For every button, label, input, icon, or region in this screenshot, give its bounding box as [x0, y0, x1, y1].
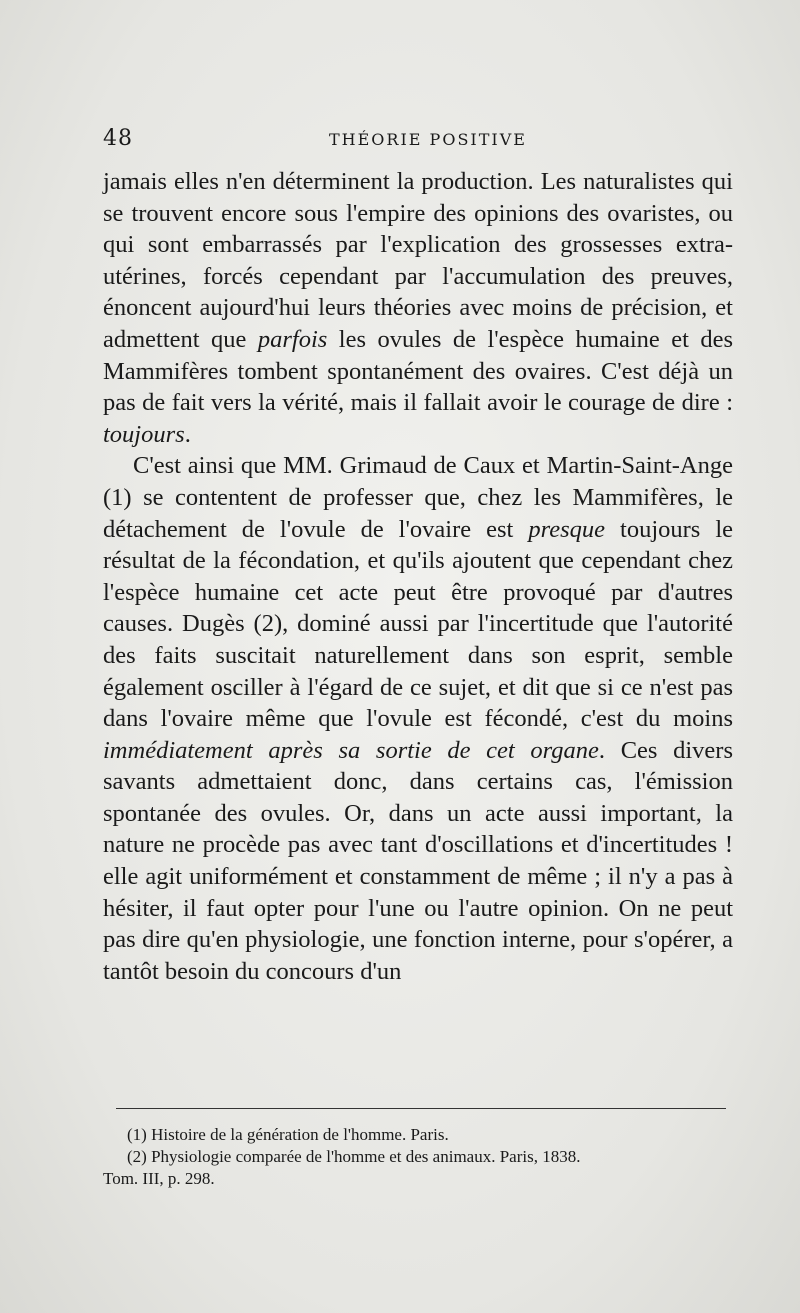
paragraph-1: jamais elles n'en déterminent la production. Les naturalistes qui se trouvent encore sous l'empire des opinions des ovaristes, ou qui sont embarrassés par l'explication des grossesses extra-utérines, forcés cependant par l'accumulation des preuves, énoncent aujourd'hui leurs théories avec moins de précision, et admettent que parfois les ovules de l'espèce humaine et des Mammifères tombent spontanément des ovaires. C'est déjà un pas de fait vers la vérité, mais il fallait avoir le courage de dire : toujours. [103, 168, 733, 448]
emphasis-presque: presque [528, 515, 606, 543]
page-header [103, 126, 733, 156]
paragraph-2: C'est ainsi que MM. Grimaud de Caux et Martin-Saint-Ange (1) se contentent de professer que, chez les Mammifères, le détachement de l'ovule de l'ovaire est presque toujours le résultat de la fécondation, et qu'ils ajoutent que cependant chez l'espèce humaine cet acte peut être provoqué par d'autres causes. Dugès (2), dominé aussi par l'incertitude que l'autorité des faits suscitait naturellement dans son esprit, semble également osciller à l'égard de ce sujet, et dit que si ce n'est pas dans l'ovaire même que l'ovule est fécondé, c'est du moins immédiatement après sa sortie de cet organe. Ces divers savants admettaient donc, dans certains cas, l'émission spontanée des ovules. Or, dans un acte aussi important, la nature ne procède pas avec tant d'oscillations et d'incertitudes ! elle agit uniformément et constamment de même ; il n'y a pas à hésiter, il faut opter pour l'une ou l'autre opinion. On ne peut pas dire qu'en physiologie, une fonction interne, pour s'opérer, a tantôt besoin du concours d'un [103, 452, 733, 985]
body-text [103, 166, 733, 987]
page-number: 48 [103, 126, 133, 151]
footnote-rule [116, 1108, 726, 1109]
footnotes [103, 1124, 753, 1190]
emphasis-parfois: parfois [257, 325, 328, 353]
running-title: THÉORIE POSITIVE [329, 130, 527, 149]
emphasis-immediatement: immédiatement après sa sortie de cet organe [103, 736, 599, 764]
footnote-2: (2) Physiologie comparée de l'homme et des animaux. Paris, 1838. Tom. III, p. 298. [103, 1146, 753, 1190]
footnote-1: (1) Histoire de la génération de l'homme. Paris. [127, 1125, 449, 1144]
footnote-2-continuation: Tom. III, p. 298. [103, 1169, 215, 1188]
emphasis-toujours: toujours [103, 420, 185, 448]
